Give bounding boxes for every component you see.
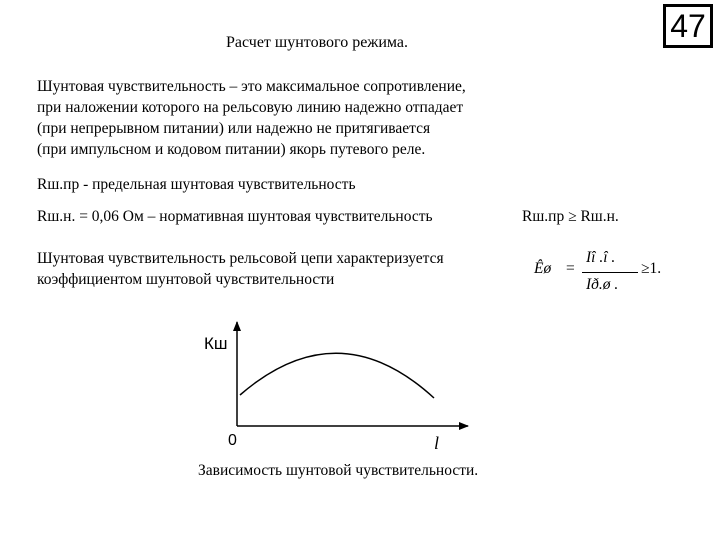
limit-sensitivity-line: Rш.пр - предельная шунтовая чувствительность	[37, 176, 356, 193]
formula-numerator: Iî .î .	[586, 249, 616, 266]
definition-line-1: Шунтовая чувствительность – это максимальное сопротивление,	[37, 78, 466, 95]
y-axis-label: Кш	[204, 334, 228, 353]
definition-line-3: (при непрерывном питании) или надежно не притягивается	[37, 120, 431, 137]
formula-rhs: ≥1.	[641, 260, 662, 277]
origin-label: 0	[228, 432, 237, 449]
page-title: Расчет шунтового режима.	[226, 34, 409, 51]
formula-lhs: Êø	[534, 260, 552, 277]
definition-line-4: (при импульсном и кодовом питании) якорь путевого реле.	[37, 141, 426, 158]
sensitivity-curve	[240, 353, 434, 398]
x-axis-label: l	[434, 433, 440, 453]
page-number-box: 47	[663, 4, 713, 48]
sensitivity-condition: Rш.пр ≥ Rш.н.	[522, 208, 619, 225]
graph-caption: Зависимость шунтовой чувствительности.	[198, 462, 479, 479]
normative-sensitivity-line: Rш.н. = 0,06 Ом – нормативная шунтовая чувствительность	[37, 208, 433, 225]
coefficient-line-2: коэффициентом шунтовой чувствительности	[37, 271, 335, 288]
definition-line-2: при наложении которого на рельсовую линию надежно отпадает	[37, 99, 464, 116]
formula-equals: =	[566, 260, 575, 277]
coefficient-line-1: Шунтовая чувствительность рельсовой цепи характеризуется	[37, 250, 444, 267]
formula-denominator: Ið.ø .	[586, 276, 619, 293]
